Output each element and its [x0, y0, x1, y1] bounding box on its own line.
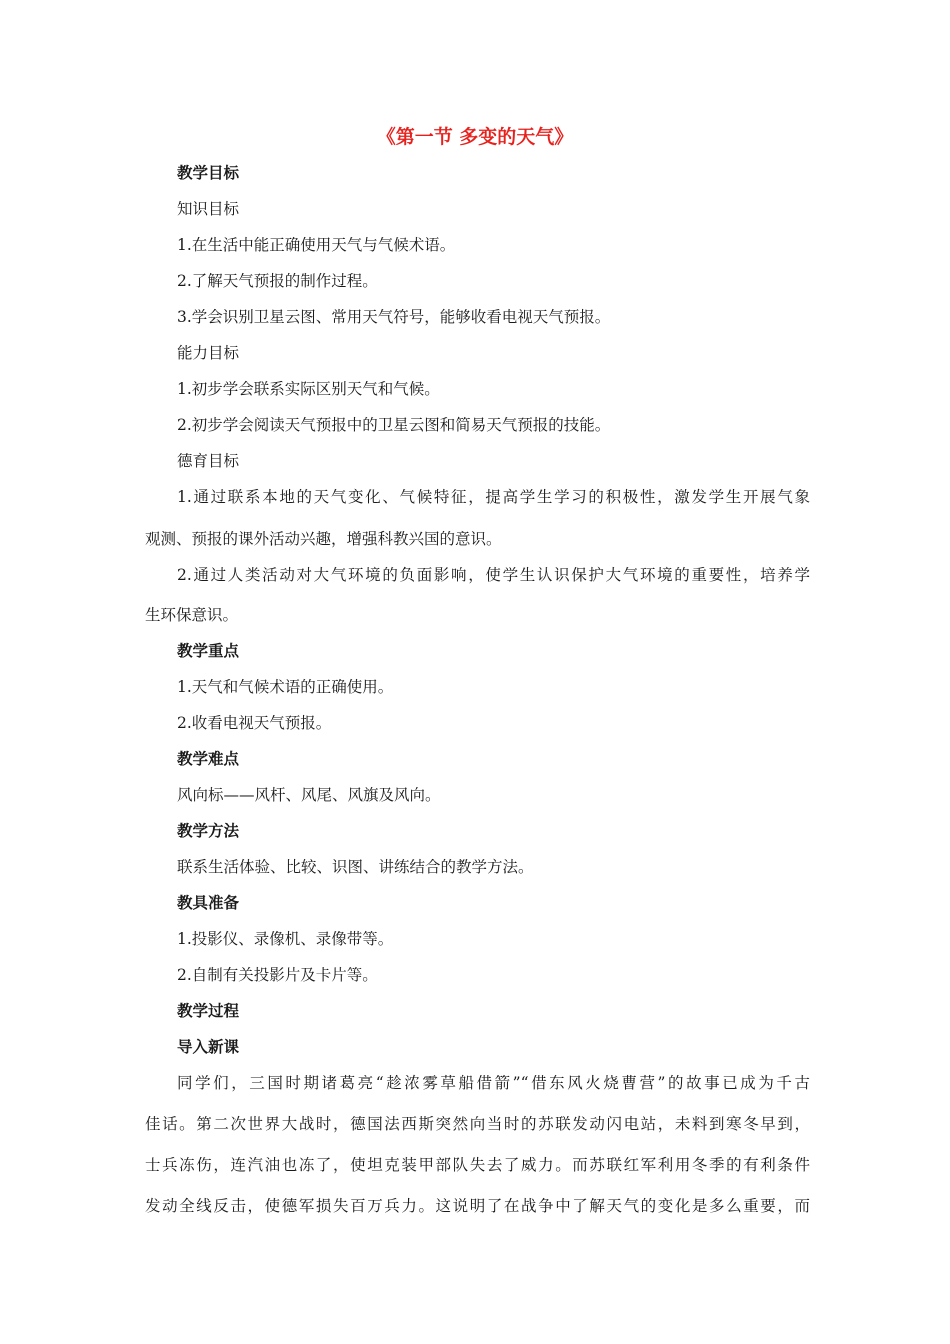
- paragraph: 1.在生活中能正确使用天气与气候术语。: [177, 236, 456, 254]
- heading-teaching-methods: 教学方法: [177, 822, 240, 840]
- paragraph: 1.初步学会联系实际区别天气和气候。: [177, 380, 440, 398]
- paragraph: 2.自制有关投影片及卡片等。: [177, 966, 378, 984]
- subheading-ability-goals: 能力目标: [177, 344, 240, 362]
- heading-difficult-points: 教学难点: [177, 750, 240, 768]
- paragraph: 士兵冻伤，连汽油也冻了，使坦克装甲部队失去了威力。而苏联红军利用冬季的有利条件: [145, 1156, 810, 1174]
- paragraph: 2.初步学会阅读天气预报中的卫星云图和简易天气预报的技能。: [177, 416, 611, 434]
- heading-teaching-aids: 教具准备: [177, 894, 240, 912]
- paragraph: 发动全线反击，使德军损失百万兵力。这说明了在战争中了解天气的变化是多么重要，而: [145, 1197, 810, 1215]
- document-title: 《第一节 多变的天气》: [376, 126, 574, 148]
- paragraph: 联系生活体验、比较、识图、讲练结合的教学方法。: [177, 858, 534, 876]
- heading-teaching-goals: 教学目标: [177, 164, 240, 182]
- paragraph: 同学们，三国时期诸葛亮“趁浓雾草船借箭”“借东风火烧曹营”的故事已成为千古: [177, 1074, 810, 1092]
- paragraph: 1.天气和气候术语的正确使用。: [177, 678, 394, 696]
- subheading-knowledge-goals: 知识目标: [177, 200, 240, 218]
- paragraph: 1.投影仪、录像机、录像带等。: [177, 930, 394, 948]
- paragraph: 观测、预报的课外活动兴趣，增强科教兴国的意识。: [145, 530, 502, 548]
- paragraph: 3.学会识别卫星云图、常用天气符号，能够收看电视天气预报。: [177, 308, 611, 326]
- paragraph: 风向标——风杆、风尾、风旗及风向。: [177, 786, 441, 804]
- paragraph: 佳话。第二次世界大战时，德国法西斯突然向当时的苏联发动闪电站，未料到寒冬早到，: [145, 1115, 810, 1133]
- paragraph: 2.了解天气预报的制作过程。: [177, 272, 378, 290]
- paragraph: 生环保意识。: [145, 606, 239, 624]
- heading-teaching-process: 教学过程: [177, 1002, 240, 1020]
- paragraph: 1.通过联系本地的天气变化、气候特征，提高学生学习的积极性，激发学生开展气象: [177, 488, 810, 506]
- subheading-moral-goals: 德育目标: [177, 452, 240, 470]
- paragraph: 2.通过人类活动对大气环境的负面影响，使学生认识保护大气环境的重要性，培养学: [177, 566, 810, 584]
- paragraph: 2.收看电视天气预报。: [177, 714, 332, 732]
- heading-introduction: 导入新课: [177, 1038, 240, 1056]
- heading-key-points: 教学重点: [177, 642, 240, 660]
